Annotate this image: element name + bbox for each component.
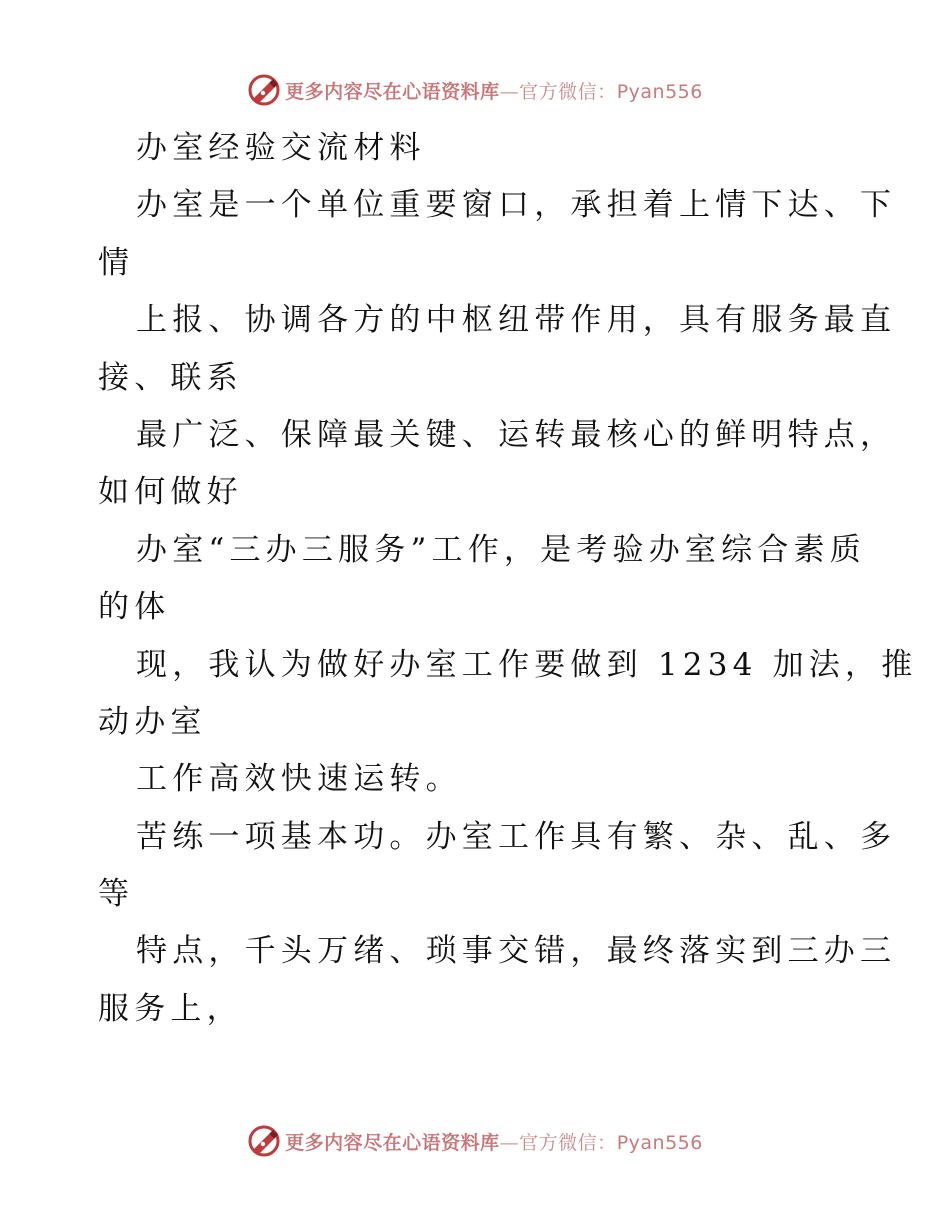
text-line: 现，我认为做好办室工作要做到 1234 加法，推 bbox=[136, 646, 918, 683]
header-site-name: 更多内容尽在心语资料库 bbox=[285, 80, 500, 103]
header-wechat-label: 官方微信： bbox=[519, 80, 617, 103]
text-line: 办室“三办三服务”工作，是考验办室综合素质 bbox=[136, 531, 866, 568]
text-line: 等 bbox=[98, 876, 135, 913]
footer-wechat-id: Pyan556 bbox=[616, 1131, 703, 1154]
document-title: 办室经验交流材料 bbox=[136, 130, 426, 166]
text-line: 动办室 bbox=[98, 703, 207, 740]
header-wechat-id: Pyan556 bbox=[616, 80, 703, 103]
text-line: 苦练一项基本功。办室工作具有繁、杂、乱、多 bbox=[136, 818, 897, 855]
pen-nib-logo-icon bbox=[247, 1124, 281, 1158]
text-line: 最广泛、保障最关键、运转最核心的鲜明特点， bbox=[136, 416, 897, 453]
text-line: 的体 bbox=[98, 589, 171, 626]
text-line: 工作高效快速运转。 bbox=[136, 761, 462, 798]
footer-banner bbox=[0, 1121, 950, 1161]
header-separator: — bbox=[499, 80, 520, 103]
text-line: 接、联系 bbox=[98, 359, 243, 396]
document-body bbox=[98, 120, 918, 1038]
text-line: 办室是一个单位重要窗口，承担着上情下达、下 bbox=[136, 187, 897, 224]
text-line: 特点，千头万绪、琐事交错，最终落实到三办三 bbox=[136, 933, 897, 970]
text-line: 如何做好 bbox=[98, 474, 243, 511]
header-banner-content[interactable] bbox=[247, 73, 703, 107]
footer-wechat-label: 官方微信： bbox=[519, 1131, 617, 1154]
footer-site-name: 更多内容尽在心语资料库 bbox=[285, 1131, 500, 1154]
header-banner bbox=[0, 70, 950, 110]
pen-nib-logo-icon bbox=[247, 73, 281, 107]
footer-separator: — bbox=[499, 1131, 520, 1154]
footer-banner-content[interactable] bbox=[247, 1124, 703, 1158]
text-line: 情 bbox=[98, 244, 135, 281]
text-line: 上报、协调各方的中枢纽带作用，具有服务最直 bbox=[136, 302, 897, 339]
text-line: 服务上， bbox=[98, 990, 243, 1027]
